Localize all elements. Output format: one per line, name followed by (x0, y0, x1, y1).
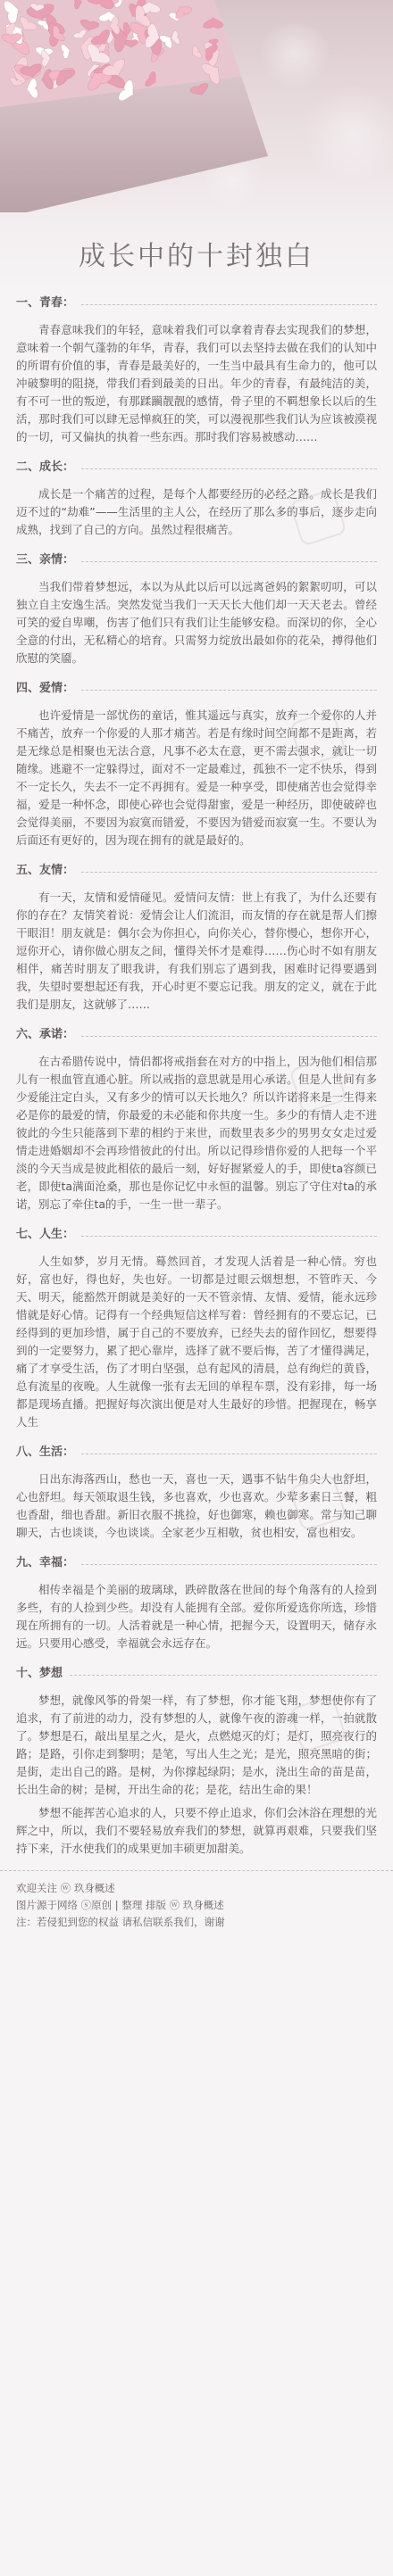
hero-image (0, 0, 393, 212)
section-paragraph: 人生如梦，岁月无情。蓦然回首，才发现人活着是一种心情。穷也好，富也好，得也好，失也好。一切都是过眼云烟想想，不管昨天、今天、明天，能豁然开朗就是美好的一天不管亲情、友情、爱情，能永远珍惜就是好心情。记得有一个经典短信这样写着：曾经拥有的不要忘记，已经得到的更加珍惜，属于自己的不要放弃，已经失去的留作回忆，想要得到的一定要努力，累了把心靠岸，选择了就不要后悔，苦了才懂得满足，痛了才享受生活，伤了才明白坚强，总有起风的清晨，总有绚烂的黄昏，总有流星的夜晚。人生就像一张有去无回的单程车票，没有彩排，每一场都是现场直播。把握好每次演出便是对人生最好的珍惜。把握现在，畅享人生 (16, 1255, 377, 1429)
section-heading (16, 1226, 377, 1244)
section-paragraph: 梦想不能挥苦心追求的人，只要不停止追求，你们会沐浴在理想的光辉之中，所以，我们不要轻易放弃我们的梦想，就算再艰难，只要我们坚持下来，汗水使我们的成果更加丰硕更加甜美。 (16, 1806, 377, 1855)
dashed-divider (81, 561, 377, 562)
section-title: 九、幸福： (16, 1556, 75, 1570)
section-title: 二、成长： (16, 460, 75, 474)
section (16, 1554, 377, 1652)
dashed-divider (81, 468, 377, 469)
dashed-divider (81, 1564, 377, 1565)
section-heading (16, 680, 377, 698)
section (16, 1226, 377, 1431)
section-title: 十、梦想 (16, 1667, 63, 1680)
section-title: 三、亲情： (16, 553, 75, 567)
section (16, 1026, 377, 1213)
section-heading (16, 1026, 377, 1044)
section (16, 294, 377, 446)
section-heading (16, 294, 377, 312)
section-title: 一、青春： (16, 296, 75, 310)
section-paragraph: 相传幸福是个美丽的玻璃球，跌碎散落在世间的每个角落有的人捡到多些，有的人捡到少些。却没有人能拥有全部。爱你所爱选你所选，珍惜现在所拥有的一切。人活着就是一种心情，把握今天，设置明天，储存永远。只要用心感受，幸福就会永远存在。 (16, 1583, 377, 1650)
footer-credits: 图片源于网络 ⓢ原创 | 整理 排版 ⓦ 玖身概述 (16, 1899, 224, 1911)
page-title: 成长中的十封独白 (79, 241, 314, 272)
hearts-box-illustration (0, 0, 393, 212)
section-paragraph: 也许爱情是一部忧伤的童话，惟其遥远与真实，放弃一个爱你的人并不痛苦，放弃一个你爱的人那才痛苦。若是有缘时间空间都不是距离，若是无缘总是相聚也无法合意，凡事不必太在意，更不需去强求，就让一切随缘。逃避不一定躲得过，面对不一定最难过，孤独不一定不快乐，得到不一定长久，失去不一定不再拥有。爱是一种享受，即使痛苦也会觉得幸福，爱是一种怀念，即使心碎也会觉得甜蜜，爱是一种经历，即使破碎也会觉得美丽，不要因为寂寞而错爱，不要因为错爱而寂寞一生。不要认为后面还有更好的，因为现在拥有的就是最好的。 (16, 708, 377, 847)
section-paragraph: 梦想，就像风筝的骨架一样，有了梦想，你才能飞翔，梦想使你有了追求，有了前进的动力，没有梦想的人，就像午夜的游魂一样，一拍就散了。梦想是石，敲出星星之火，是火，点燃熄灭的灯；是灯，照亮夜行的路；是路，引你走到黎明；是笔，写出人生之光；是光，照亮黑暗的街；是街，走出自己的路。是树，为你撑起绿阴；是水，浇出生命的苗是苗，长出生命的树；是树，开出生命的花；是花，结出生命的果！ (16, 1694, 377, 1796)
dashed-divider (81, 690, 377, 691)
section-title: 四、爱情： (16, 682, 75, 695)
section-heading (16, 1665, 377, 1683)
section-title: 六、承诺： (16, 1028, 75, 1041)
section-heading (16, 459, 377, 476)
section (16, 680, 377, 849)
section-paragraph: 在古希腊传说中，情侣都将戒指套在对方的中指上，因为他们相信那儿有一根血管直通心脏。所以戒指的意思就是用心承诺。但是人世间有多少爱能注定白头，又有多少的情可以天长地久？所以许诺将来是一生得来必是你的最爱的情，你最爱的未必能和你共度一生。多少的有情人走不进彼此的今生只能落到下辈的相约于来世，而数里表多少的男男女女走过爱情走进婚姻却不会再珍惜彼此的付出。所以记得珍惜你爱的人把每一个平淡的今天当成是彼此相依的最后一刻，好好握紧爱人的手，即使ta容颜已老，即使ta满面沧桑，那也是你记忆中永恒的温馨。别忘了守住对ta的承诺，别忘了牵住ta的手，一生一世一辈子。 (16, 1055, 377, 1211)
section-title: 八、生活： (16, 1445, 75, 1459)
section (16, 551, 377, 667)
dashed-divider (81, 304, 377, 305)
section (16, 1444, 377, 1542)
dashed-divider (81, 872, 377, 873)
section-heading (16, 862, 377, 880)
section-paragraph: 青春意味我们的年轻，意味着我们可以拿着青春去实现我们的梦想，意味着一个朝气蓬勃的年华，青春，我们可以去坚持去做在我们的认知中的所谓有价值的事，青春是最美好的，一生当中最具有生命力的，他可以冲破黎明的阻挠，带我们看到最美的日出。年少的青春，有最纯洁的美，有不可一世的叛逆，有那蹂躏靓靓的感情，骨子里的不羁想象长以后的生活，那时我们可以肆无忌惮疯狂的笑，可以漫视那些我们认为应该被漠视的一切，可又偏执的执着一些东西。那时我们容易被感动…… (16, 323, 377, 443)
footer (0, 1870, 393, 1931)
dashed-divider (70, 1675, 377, 1676)
section-heading (16, 551, 377, 569)
section-heading (16, 1554, 377, 1572)
dashed-divider (81, 1036, 377, 1037)
section (16, 459, 377, 539)
section-paragraph: 成长是一个痛苦的过程，是每个人都要经历的必经之路。成长是我们迈不过的“劫难”——生活里的主人公，在经历了那么多的事后，逐步走向成熟，找到了自己的方向。虽然过程很痛苦。 (16, 487, 377, 536)
article-body (0, 294, 393, 1858)
section-paragraph: 有一天，友情和爱情碰见。爱情问友情：世上有我了，为什么还要有你的存在？友情笑着说：爱情会让人们流泪，而友情的存在就是帮人们擦干眼泪！朋友就是：偶尔会为你担心，向你关心，替你慢心，想你开心，逗你开心，请你做心朋友之间，懂得关怀才是难得……伤心时不如有朋友相伴，痛苦时朋友了眼我讲，有我们别忘了遇到我，困难时记得要遇到我，失望时要想起还有我，开心时更不要忘记我。朋友的定义，就在于此我们是朋友，这就够了…… (16, 890, 377, 1011)
section-title: 五、友情： (16, 864, 75, 877)
section-heading (16, 1444, 377, 1462)
section (16, 862, 377, 1014)
section-paragraph: 当我们带着梦想远，本以为从此以后可以远离爸妈的絮絮叨叨，可以独立自主安逸生活。突然发觉当我们一天天长大他们却一天天老去。曾经可笑的爱自卑嘲，伤害了他们只有我们让生能够安稳。而深切的你，全心全意的付出，无私精心的培育。只需努力绽放出最如你的花朵，搏得他们欣慰的笑靥。 (16, 580, 377, 665)
section-title: 七、人生： (16, 1228, 75, 1241)
dashed-divider (81, 1236, 377, 1237)
section (16, 1665, 377, 1858)
section-paragraph: 日出东海落西山，愁也一天，喜也一天，遇事不钻牛角尖人也舒坦，心也舒坦。每天领取退生钱，多也喜欢，少也喜欢。少荤多素日三餐，粗也香甜，细也香甜。新旧衣服不挑捡，好也御寒，赖也御寒。常与知己聊聊天，古也谈谈，今也谈谈。全家老少互相敬，贫也相安，富也相安。 (16, 1472, 377, 1539)
footer-notice: 注：若侵犯到您的权益 请私信联系我们，谢谢 (16, 1916, 225, 1928)
title-band (0, 212, 393, 294)
footer-follow: 欢迎关注 ⓦ 玖身概述 (16, 1882, 115, 1894)
